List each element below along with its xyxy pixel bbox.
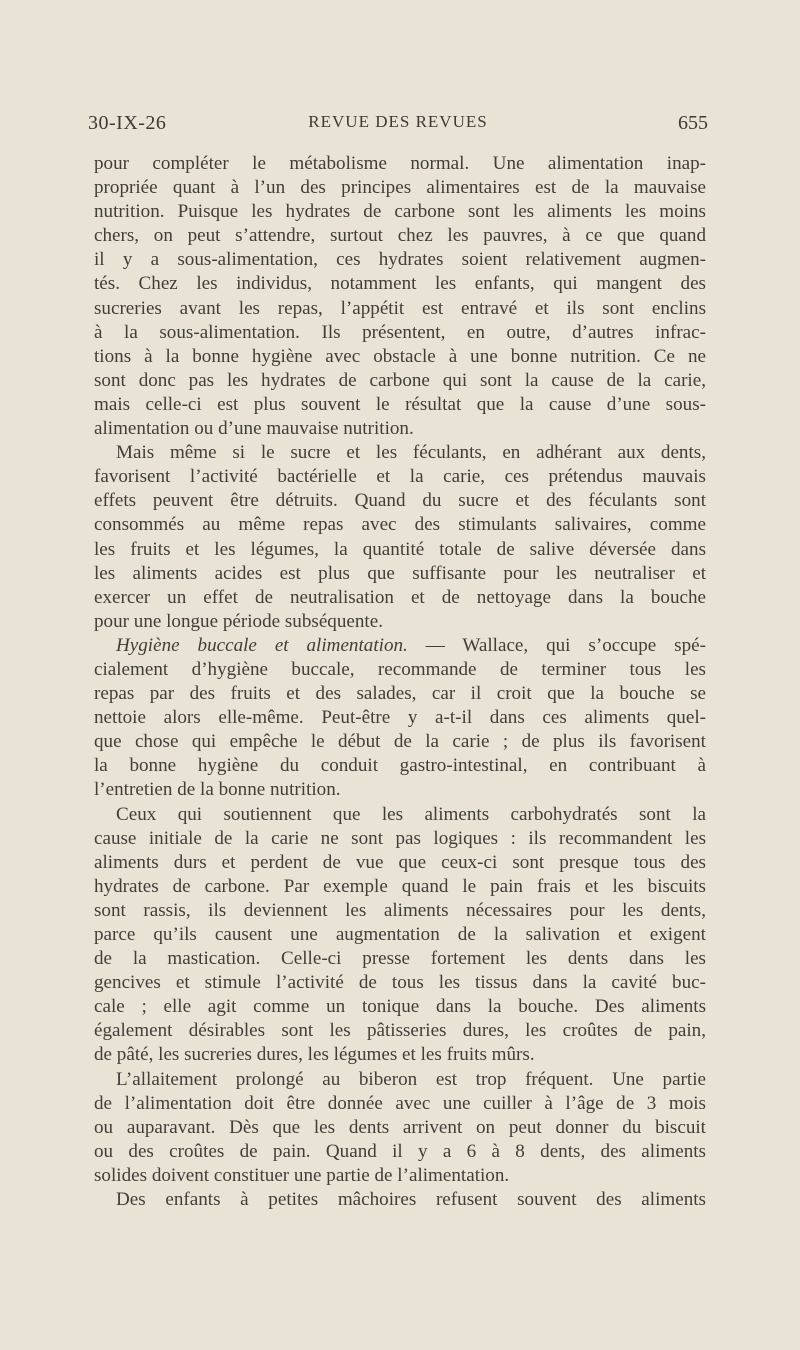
text-line: nettoie alors elle-même. Peut-être y a-t-il dans ces aliments quel-: [94, 707, 706, 729]
text-line: solides doivent constituer une partie de l’alimentation.: [94, 1164, 510, 1186]
text-line: de pâté, les sucreries dures, les légumes et les fruits mûrs.: [94, 1044, 535, 1066]
text-line: tés. Chez les individus, notamment les enfants, qui mangent des: [94, 273, 706, 295]
text-line: sucreries avant les repas, l’appétit est entravé et ils sont enclins: [94, 297, 706, 319]
text-line: L’allaitement prolongé au biberon est trop fréquent. Une partie: [116, 1068, 706, 1090]
text-line: aliments durs et perdent de vue que ceux-ci sont presque tous des: [94, 851, 706, 873]
text-line: parce qu’ils causent une augmentation de la salivation et exigent: [94, 924, 706, 945]
text-line: propriée quant à l’un des principes alimentaires est de la mauvaise: [94, 177, 706, 199]
text-line: de l’alimentation doit être donnée avec une cuiller à l’âge de 3 mois: [94, 1092, 706, 1114]
text-line: cialement d’hygiène buccale, recommande de terminer tous les: [94, 658, 706, 680]
paragraph-3: [94, 634, 706, 803]
text-line: les aliments acides est plus que suffisante pour les neutraliser et: [94, 562, 706, 584]
text-line: il y a sous-alimentation, ces hydrates soient relativement augmen-: [94, 249, 706, 271]
text-line: sont rassis, ils deviennent les aliments nécessaires pour les dents,: [94, 899, 706, 921]
text-line: repas par des fruits et des salades, car il croit que la bouche se: [94, 683, 706, 705]
text-line: alimentation ou d’une mauvaise nutrition.: [94, 418, 414, 440]
paragraph-2: [94, 441, 706, 634]
header-title: REVUE DES REVUES: [308, 112, 488, 131]
article-body: [94, 152, 706, 1212]
text-line: cale ; elle agit comme un tonique dans la bouche. Des aliments: [94, 996, 706, 1018]
text-line: consommés au même repas avec des stimulants salivaires, comme: [94, 514, 706, 536]
text-line: effets peuvent être détruits. Quand du sucre et des féculants sont: [94, 490, 706, 512]
text-line: pour une longue période subséquente.: [94, 610, 383, 632]
text-span: — Wallace, qui s’occupe spé-: [407, 634, 706, 656]
text-line: chers, on peut s’attendre, surtout chez les pauvres, à ce que quand: [94, 225, 706, 247]
text-line: cause initiale de la carie ne sont pas logiques : ils recommandent les: [94, 827, 706, 849]
text-line: de la mastication. Celle-ci presse fortement les dents dans les: [94, 948, 706, 970]
text-line: tions à la bonne hygiène avec obstacle à une bonne nutrition. Ce ne: [94, 345, 706, 367]
page-number: 655: [678, 112, 708, 134]
text-line: Des enfants à petites mâchoires refusent souvent des aliments: [116, 1189, 706, 1211]
text-line: Ceux qui soutiennent que les aliments carbohydratés sont la: [116, 803, 706, 825]
text-line: la bonne hygiène du conduit gastro-intestinal, en contribuant à: [94, 755, 706, 777]
text-line: [94, 634, 706, 658]
paragraph-5: [94, 1068, 706, 1188]
running-header: [88, 112, 708, 142]
paragraph-1: [94, 152, 706, 441]
text-line: ou auparavant. Dès que les dents arrivent on peut donner du biscuit: [94, 1116, 706, 1138]
text-line: que chose qui empêche le début de la carie ; de plus ils favorisent: [94, 731, 706, 753]
text-line: exercer un effet de neutralisation et de nettoyage dans la bouche: [94, 586, 706, 608]
text-line: gencives et stimule l’activité de tous les tissus dans la cavité buc-: [94, 972, 706, 994]
text-line: Mais même si le sucre et les féculants, en adhérant aux dents,: [116, 442, 706, 464]
paragraph-6: [94, 1188, 706, 1212]
section-heading: Hygiène buccale et alimentation.: [116, 634, 408, 656]
text-line: favorisent l’activité bactérielle et la carie, ces prétendus mauvais: [94, 466, 706, 488]
text-line: hydrates de carbone. Par exemple quand le pain frais et les biscuits: [94, 875, 706, 897]
paragraph-4: [94, 803, 706, 1068]
text-line: à la sous-alimentation. Ils présentent, en outre, d’autres infrac-: [94, 321, 706, 343]
text-line: sont donc pas les hydrates de carbone qui sont la cause de la carie,: [94, 369, 706, 391]
text-line: les fruits et les légumes, la quantité totale de salive déversée dans: [94, 538, 706, 560]
header-date: 30-IX-26: [88, 112, 167, 134]
text-line: également désirables sont les pâtisseries dures, les croûtes de pain,: [94, 1020, 706, 1042]
text-line: ou des croûtes de pain. Quand il y a 6 à 8 dents, des aliments: [94, 1140, 706, 1162]
text-line: pour compléter le métabolisme normal. Une alimentation inap-: [94, 153, 706, 174]
text-line: mais celle-ci est plus souvent le résultat que la cause d’une sous-: [94, 393, 706, 415]
text-line: nutrition. Puisque les hydrates de carbone sont les aliments les moins: [94, 201, 706, 223]
text-line: l’entretien de la bonne nutrition.: [94, 779, 341, 801]
